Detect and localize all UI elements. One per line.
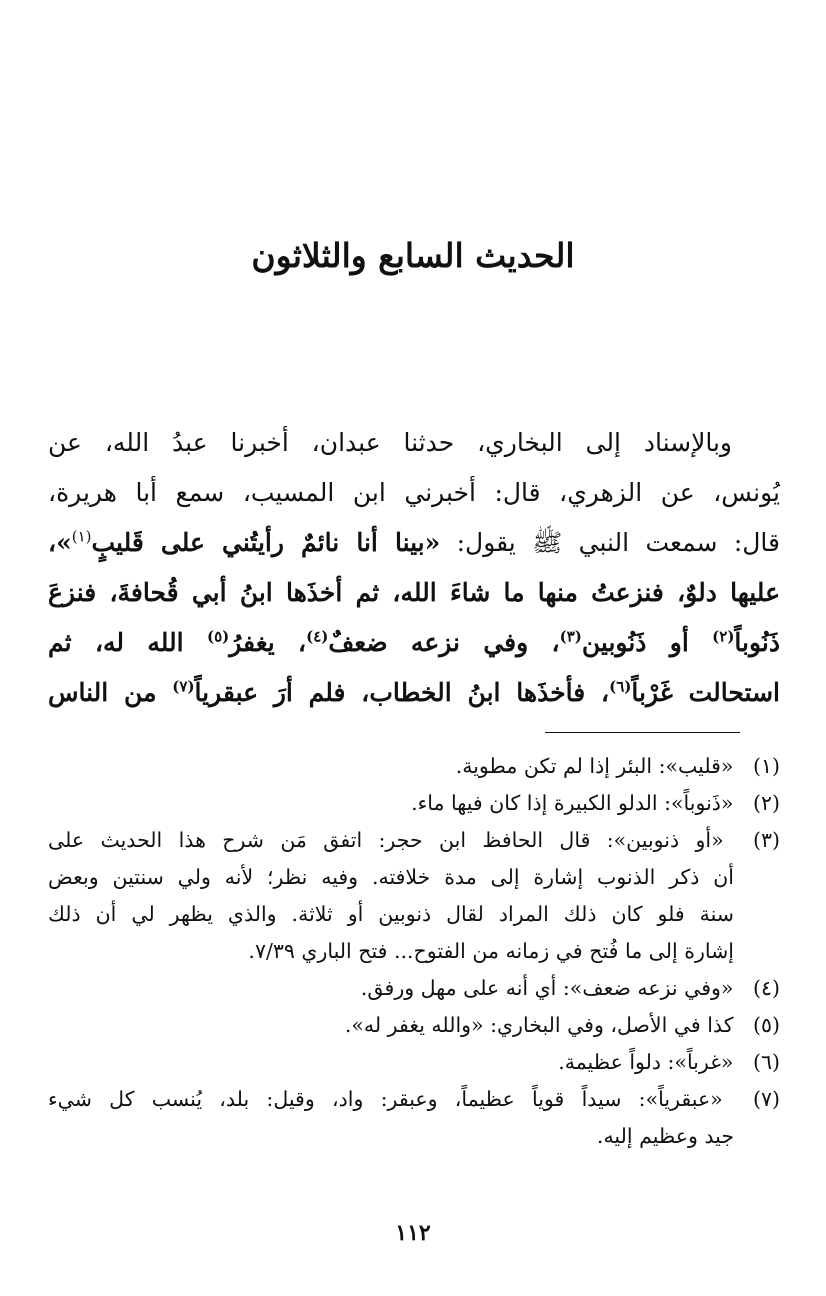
footnote-6 <box>48 1044 780 1081</box>
text-segment: يُونس، عن الزهري، قال: أخبرني ابن المسيب، سمع أبا هريرة، <box>48 478 780 507</box>
hadith-quote: ، فأخذَها ابنُ الخطاب، فلم أرَ عبقرياً <box>194 678 610 707</box>
text-line <box>48 468 780 518</box>
footnote-number: (١) <box>752 754 780 778</box>
footnote-marker: (٣) <box>559 627 582 646</box>
text-line <box>48 418 780 468</box>
footnote-7 <box>48 1081 780 1118</box>
footnote-number: (٥) <box>752 1013 780 1037</box>
footnote-number: (٤) <box>752 976 780 1000</box>
footnote-number: (٦) <box>752 1050 780 1074</box>
footnote-3 <box>48 822 780 859</box>
text-line <box>48 618 780 668</box>
footnote-3-continued <box>48 933 780 970</box>
text-line <box>48 518 780 568</box>
footnote-text: إشارة إلى ما فُتح في زمانه من الفتوح... فتح الباري ٧/٣٩. <box>248 939 734 963</box>
footnote-text: «ذَنوباً»: الدلو الكبيرة إذا كان فيها ماء. <box>411 791 734 815</box>
hadith-quote: الله له، ثم <box>48 628 207 657</box>
text-segment: »، <box>48 528 72 557</box>
hadith-quote: من الناس <box>48 678 173 707</box>
footnote-marker: (٤) <box>306 627 329 646</box>
footnote-text: جيد وعظيم إليه. <box>596 1124 734 1148</box>
footnote-4 <box>48 970 780 1007</box>
footnote-text: «عبقرياً»: سيداً قوياً عظيماً، وعبقر: واد، وقيل: بلد، يُنسب كل شيء <box>48 1087 723 1111</box>
footnote-text: كذا في الأصل، وفي البخاري: «والله يغفر له». <box>344 1013 734 1037</box>
footnote-3-continued <box>48 896 780 933</box>
hadith-quote: «بينا أنا نائمٌ رأيتُني على قَليبٍ <box>91 528 441 557</box>
footnote-text: «قليب»: البئر إذا لم تكن مطوية. <box>455 754 734 778</box>
footnote-marker: (٥) <box>206 627 230 646</box>
footnote-7-continued <box>48 1118 780 1155</box>
text-segment: قال: سمعت النبي ﷺ يقول: <box>440 528 780 557</box>
text-line <box>48 568 780 618</box>
hadith-quote: ذَنُوباً <box>734 628 781 657</box>
footnote-2 <box>48 785 780 822</box>
hadith-quote: عليها دلوٌ، فنزعتُ منها ما شاءَ الله، ثم أخذَها ابنُ أبي قُحافةَ، فنزعَ <box>48 578 780 607</box>
footnote-text: «غرباً»: دلواً عظيمة. <box>558 1050 734 1074</box>
footnote-3-continued <box>48 859 780 896</box>
hadith-quote: ، وفي نزعه ضعفٌ <box>328 628 560 657</box>
footnote-marker: (٧) <box>172 677 195 696</box>
text-line <box>48 668 780 718</box>
footnotes <box>48 748 780 1155</box>
footnote-text: سنة فلو كان ذلك المراد لقال ذنوبين أو ثلاثة. والذي يظهر لي أن ذلك <box>48 902 734 926</box>
hadith-quote: أو ذَنُوبين <box>581 628 713 657</box>
footnote-text: أن ذكر الذنوب إشارة إلى مدة خلافته. وفيه نظر؛ لأنه ولي سنتين وبعض <box>48 865 734 889</box>
footnote-number: (٣) <box>752 828 780 852</box>
hadith-quote: ، يغفرُ <box>229 628 307 657</box>
hadith-title: الحديث السابع والثلاثون <box>251 236 575 275</box>
footnote-marker: (٢) <box>712 627 735 646</box>
page-number: ١١٢ <box>395 1220 431 1246</box>
hadith-text <box>48 418 780 718</box>
footnote-text: «أو ذنوبين»: قال الحافظ ابن حجر: اتفق مَن شرح هذا الحديث على <box>48 828 724 852</box>
hadith-quote: استحالت غَرْباً <box>631 678 780 707</box>
footnote-number: (٧) <box>752 1087 780 1111</box>
footnote-1 <box>48 748 780 785</box>
footnote-marker: (١) <box>71 527 92 546</box>
footnote-marker: (٦) <box>609 677 632 696</box>
footnote-separator <box>545 732 740 733</box>
footnote-5 <box>48 1007 780 1044</box>
footnote-text: «وفي نزعه ضعف»: أي أنه على مهل ورفق. <box>360 976 734 1000</box>
text-segment: وبالإسناد إلى البخاري، حدثنا عبدان، أخبرنا عبدُ الله، عن <box>48 428 732 457</box>
footnote-number: (٢) <box>752 791 780 815</box>
